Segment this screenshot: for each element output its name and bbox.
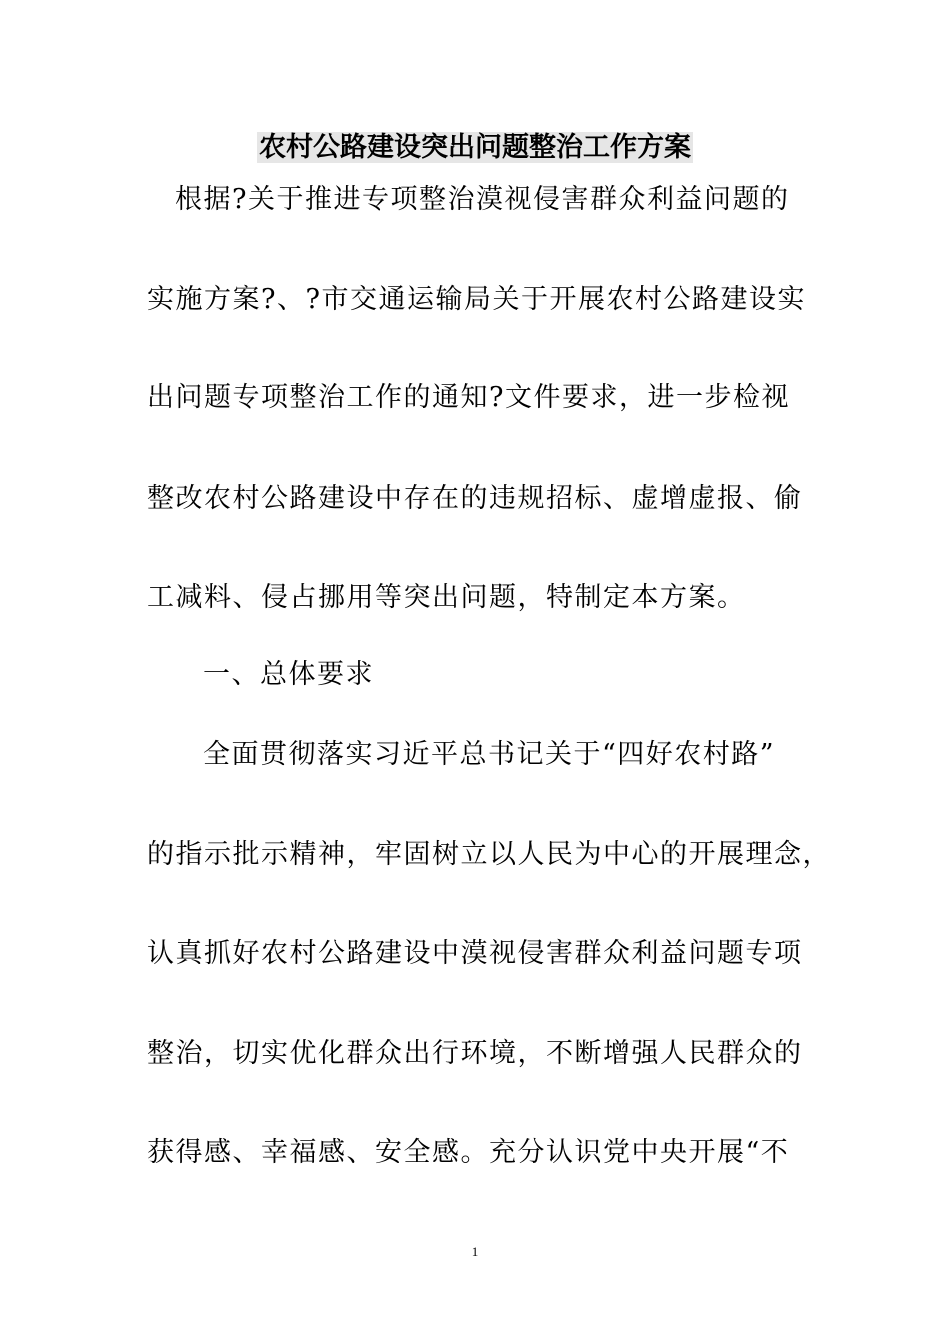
body-line-9: 整治，切实优化群众出行环境，不断增强人民群众的 bbox=[147, 1038, 803, 1069]
document-title bbox=[0, 128, 950, 168]
page-number: 1 bbox=[471, 1244, 479, 1259]
section-heading-1: 一、总体要求 bbox=[203, 659, 374, 690]
body-line-6: 全面贯彻落实习近平总书记关于“四好农村路” bbox=[203, 739, 776, 770]
body-line-2: 实施方案?、?市交通运输局关于开展农村公路建设实 bbox=[147, 284, 806, 315]
body-line-4: 整改农村公路建设中存在的违规招标、虚增虚报、偷 bbox=[147, 483, 803, 514]
body-line-8: 认真抓好农村公路建设中漠视侵害群众利益问题专项 bbox=[147, 938, 803, 969]
body-line-5: 工减料、侵占挪用等突出问题，特制定本方案。 bbox=[147, 582, 746, 613]
body-line-7: 的指示批示精神，牢固树立以人民为中心的开展理念， bbox=[147, 839, 831, 870]
body-line-3: 出问题专项整治工作的通知?文件要求，进一步检视 bbox=[147, 382, 790, 413]
body-line-1: 根据?关于推进专项整治漠视侵害群众利益问题的 bbox=[175, 184, 790, 215]
document-title-text: 农村公路建设突出问题整治工作方案 bbox=[259, 132, 691, 163]
body-line-10: 获得感、幸福感、安全感。充分认识党中央开展“不 bbox=[147, 1137, 790, 1168]
